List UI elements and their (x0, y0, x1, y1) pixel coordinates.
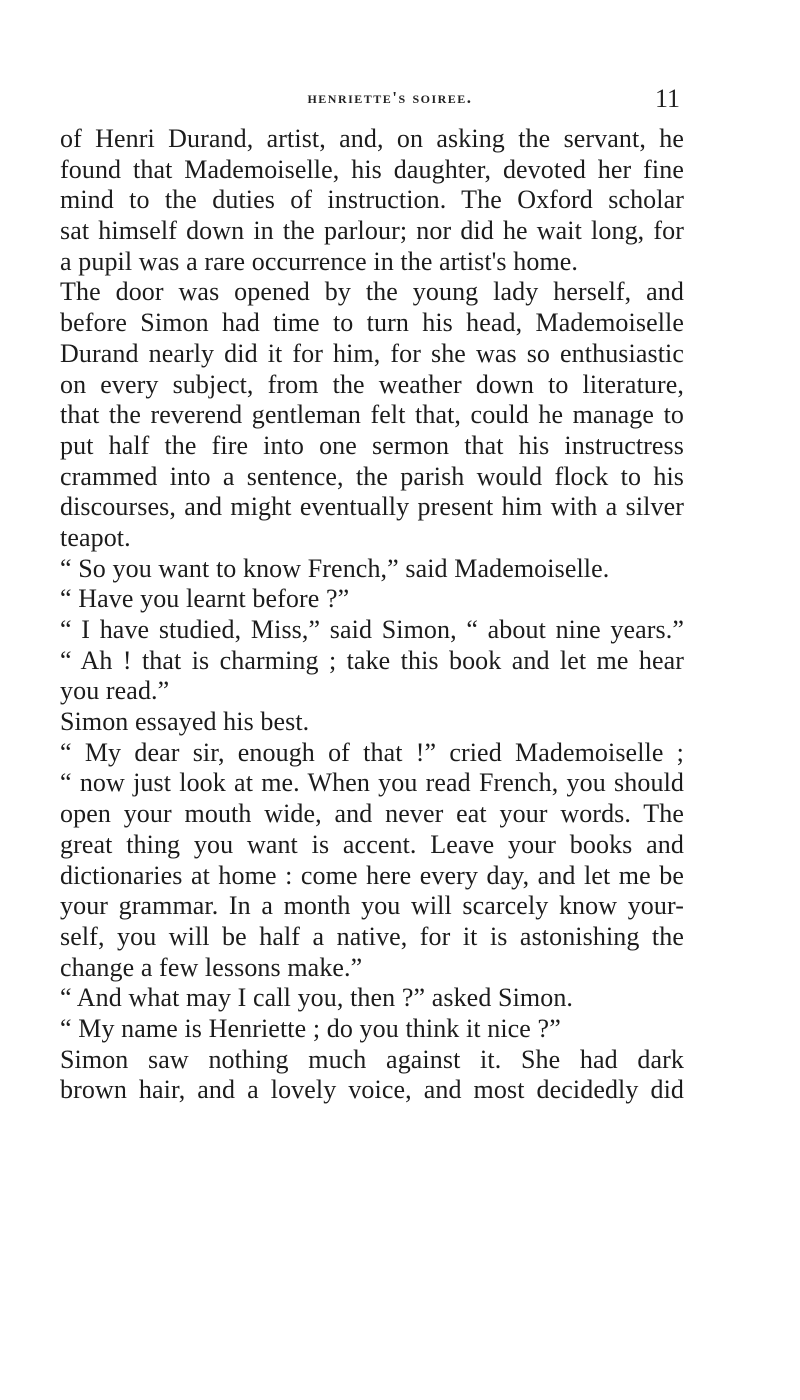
text-line: on every subject, from the weather down to literature, (60, 369, 684, 399)
text-line: “ So you want to know French,” said Mademoiselle. (60, 553, 610, 583)
text-line: Durand nearly did it for him, for she was so enthusiastic (60, 338, 684, 368)
text-line: teapot. (60, 522, 131, 552)
text-line: brown hair, and a lovely voice, and most decidedly did (60, 1075, 684, 1105)
text-line: put half the fire into one sermon that his instructress (60, 430, 684, 460)
text-line: “ Have you learnt before ?” (60, 584, 350, 614)
text-line: found that Mademoiselle, his daughter, devoted her fine (60, 154, 684, 184)
text-line: dictionaries at home : come here every day, and let me be (60, 860, 684, 890)
text-line: “ I have studied, Miss,” said Simon, “ about nine years.” (60, 615, 684, 644)
running-title: henriette's soiree. (307, 88, 473, 107)
text-line: of Henri Durand, artist, and, on asking the servant, he (60, 124, 684, 153)
text-line: Simon essayed his best. (60, 707, 310, 737)
running-head (100, 84, 680, 113)
text-line: you read.” (60, 676, 170, 706)
text-line: “ now just look at me. When you read French, you should (60, 768, 684, 798)
text-line: “ My dear sir, enough of that !” cried Mademoiselle ; (60, 737, 684, 767)
text-line: great thing you want is accent. Leave your books and (60, 829, 684, 859)
body-text (60, 124, 684, 1106)
text-line: Simon saw nothing much against it. She had dark (60, 1044, 684, 1074)
text-line: “ My name is Henriette ; do you think it nice ?” (60, 1013, 561, 1043)
text-line: The door was opened by the young lady herself, and (60, 277, 684, 307)
page-number: 11 (654, 84, 680, 113)
text-line: discourses, and might eventually present him with a silver (60, 492, 684, 522)
text-line: crammed into a sentence, the parish would flock to his (60, 461, 684, 491)
text-line: open your mouth wide, and never eat your words. The (60, 799, 684, 829)
text-line: your grammar. In a month you will scarcely know your- (60, 891, 684, 921)
text-line: sat himself down in the parlour; nor did he wait long, for (60, 216, 684, 246)
text-line: self, you will be half a native, for it is astonishing the (60, 921, 684, 951)
text-line: before Simon had time to turn his head, Mademoiselle (60, 308, 684, 338)
text-line: a pupil was a rare occurrence in the artist's home. (60, 246, 579, 276)
text-line: that the reverend gentleman felt that, could he manage to (60, 400, 684, 430)
text-line: “ Ah ! that is charming ; take this book and let me hear (60, 645, 684, 675)
text-line: mind to the duties of instruction. The Oxford scholar (60, 185, 684, 215)
text-line: change a few lessons make.” (60, 952, 363, 982)
text-line: “ And what may I call you, then ?” asked Simon. (60, 983, 574, 1013)
